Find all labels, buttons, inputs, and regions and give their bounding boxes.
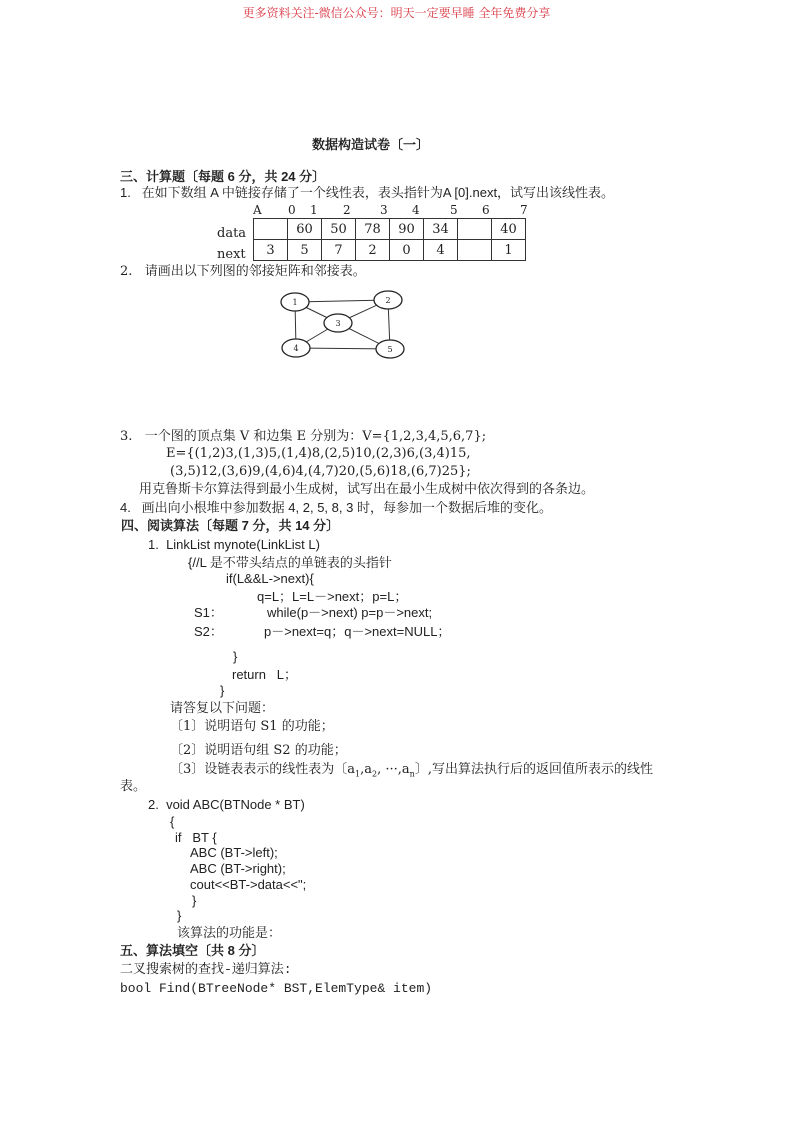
question-3-tail: 表。	[120, 779, 147, 794]
code-line: }	[220, 683, 225, 698]
code-line: {//L 是不带头结点的单链表的头指针	[188, 555, 392, 570]
node-label: 2	[385, 296, 391, 305]
question-3	[170, 762, 653, 783]
cell: 5	[288, 240, 322, 261]
cell: 90	[390, 219, 424, 240]
subscript: n	[409, 769, 415, 779]
array-index: 6	[482, 203, 490, 217]
code-label-s2: S2：	[194, 624, 223, 639]
cell: 40	[492, 219, 526, 240]
code-line: if BT {	[175, 830, 217, 845]
node-label: 4	[293, 344, 299, 353]
code-line: }	[177, 908, 182, 923]
cell: 78	[356, 219, 390, 240]
cell	[254, 219, 288, 240]
cell: 7	[322, 240, 356, 261]
row-label-data: data	[217, 226, 247, 241]
section5-subtitle: 二叉搜索树的查找-递归算法:	[120, 962, 292, 977]
code-line: }	[233, 649, 238, 664]
array-index: 3	[380, 203, 388, 217]
question-2: 〔2〕说明语句组 S2 的功能；	[170, 743, 347, 758]
code-line: 2. void ABC(BTNode * BT)	[148, 797, 305, 812]
code-line: 1. LinkList mynote(LinkList L)	[148, 537, 320, 552]
section4-heading: 四、阅读算法〔每题 7 分，共 14 分〕	[121, 518, 340, 533]
code-line: ABC (BT->left);	[190, 845, 278, 860]
cell	[458, 240, 492, 261]
cell: 34	[424, 219, 458, 240]
array-label: A	[253, 203, 262, 217]
page-title: 数据构造试卷〔一〕	[312, 137, 430, 152]
text: 〔3〕设链表表示的线性表为〔a	[170, 762, 356, 777]
code-line: cout<<BT->data<<";	[190, 877, 307, 892]
q3-line1: 3. 一个图的顶点集 V 和边集 E 分别为：V={1,2,3,4,5,6,7};	[120, 429, 487, 444]
text: , ···,a	[377, 762, 410, 777]
header-banner: 更多资料关注-微信公众号：明天一定要早睡 全年免费分享	[242, 6, 551, 20]
subscript: 1	[355, 769, 361, 779]
cell: 50	[322, 219, 356, 240]
q2-text: 2. 请画出以下列图的邻接矩阵和邻接表。	[120, 264, 366, 279]
node-label: 3	[335, 319, 341, 328]
array-index: 4	[412, 203, 420, 217]
code-line: p－>next=q；q－>next=NULL；	[264, 624, 451, 639]
text: ,a	[360, 762, 373, 777]
array-index: 2	[343, 203, 351, 217]
question-1: 〔1〕说明语句 S1 的功能；	[170, 719, 334, 734]
data-row	[254, 219, 526, 240]
q3-line2: E={(1,2)3,(1,3)5,(1,4)8,(2,5)10,(2,3)6,(3,4)15,	[166, 446, 471, 461]
section3-heading: 三、计算题〔每题 6 分，共 24 分〕	[120, 169, 326, 184]
cell: 4	[424, 240, 458, 261]
code-label-s1: S1：	[194, 605, 223, 620]
subscript: 2	[372, 769, 378, 779]
code-line: {	[170, 814, 175, 829]
cell: 0	[390, 240, 424, 261]
row-label-next: next	[217, 247, 246, 262]
cell: 60	[288, 219, 322, 240]
array-index: 5	[450, 203, 458, 217]
array-index: 0	[288, 203, 296, 217]
text: 〕,写出算法执行后的返回值所表示的线性	[414, 762, 653, 777]
cell: 1	[492, 240, 526, 261]
section5-heading: 五、算法填空〔共 8 分〕	[120, 943, 265, 958]
code-line: ABC (BT->right);	[190, 861, 286, 876]
q3-line3: (3,5)12,(3,6)9,(4,6)4,(4,7)20,(5,6)18,(6,7)25};	[170, 464, 471, 479]
question-function: 该算法的功能是：	[177, 926, 282, 941]
array-table	[253, 218, 526, 261]
cell	[458, 219, 492, 240]
cell: 3	[254, 240, 288, 261]
q1-text: 1. 在如下数组 A 中链接存储了一个线性表，表头指针为A [0].next，试写出该线性表。	[120, 185, 615, 200]
code-line: }	[192, 893, 197, 908]
question-prompt: 请答复以下问题：	[170, 701, 275, 716]
node-label: 1	[292, 298, 298, 307]
code-line: return L；	[232, 667, 298, 682]
code-line: while(p－>next) p=p－>next;	[267, 605, 433, 620]
q3-line4: 用克鲁斯卡尔算法得到最小生成树，试写出在最小生成树中依次得到的各条边。	[139, 482, 595, 497]
array-index: 1	[310, 203, 318, 217]
code-line: bool Find(BTreeNode* BST,ElemType& item)	[120, 981, 433, 996]
next-row	[254, 240, 526, 261]
cell: 2	[356, 240, 390, 261]
graph-diagram	[270, 285, 420, 365]
q4-text: 4. 画出向小根堆中参加数据 4, 2, 5, 8, 3 时，每参加一个数据后堆的变化。	[120, 500, 552, 515]
node-label: 5	[387, 345, 393, 354]
array-index: 7	[520, 203, 528, 217]
code-line: q=L；L=L－>next；p=L；	[257, 589, 408, 604]
code-line: if(L&&L->next){	[226, 571, 314, 586]
